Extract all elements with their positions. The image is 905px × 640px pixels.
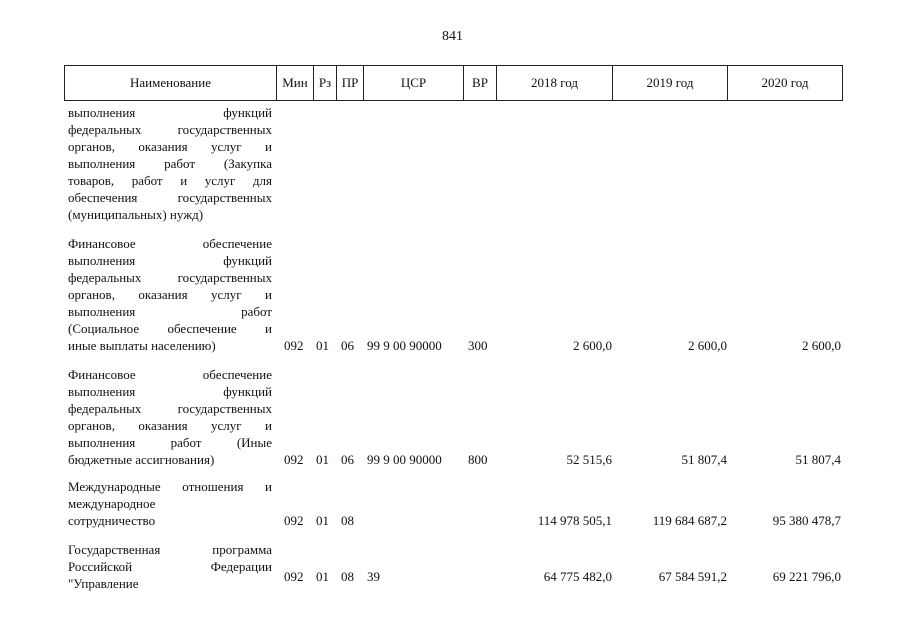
cell-csr: 99 9 00 90000	[367, 338, 442, 353]
row-name-line: (Социальное обеспечение и	[68, 321, 272, 336]
cell-2019: 51 807,4	[681, 452, 727, 467]
cell-pr: 08	[341, 569, 354, 584]
row-name-line: органов, оказания услуг и	[68, 139, 272, 154]
cell-2020: 95 380 478,7	[772, 513, 841, 528]
row-name-line: выполнения работ (Закупка	[68, 156, 272, 171]
cell-rz: 01	[316, 338, 329, 353]
column-header-pr: ПР	[337, 66, 364, 100]
cell-vr: 800	[468, 452, 488, 467]
cell-2018: 64 775 482,0	[543, 569, 612, 584]
row-name-line: федеральных государственных	[68, 270, 272, 285]
row-name	[68, 104, 272, 223]
row-name	[68, 366, 272, 468]
cell-2020: 51 807,4	[795, 452, 841, 467]
cell-pr: 08	[341, 513, 354, 528]
column-header-name: Наименование	[65, 66, 277, 100]
row-name-line: сотрудничество	[68, 513, 156, 528]
cell-min: 092	[284, 338, 304, 353]
row-name-line: выполнения работ	[68, 304, 272, 319]
column-header-vr: ВР	[464, 66, 497, 100]
column-header-2020: 2020 год	[761, 75, 809, 90]
row-name-line: "Управление	[68, 576, 139, 591]
row-name-line: органов, оказания услуг и	[68, 418, 272, 433]
cell-2018: 114 978 505,1	[537, 513, 612, 528]
cell-vr: 300	[468, 338, 488, 353]
cell-2020: 69 221 796,0	[772, 569, 841, 584]
row-name-line: Государственная программа	[68, 542, 272, 557]
row-name-line: Международные отношения и	[68, 479, 272, 494]
column-header-csr: ЦСР	[364, 66, 464, 100]
row-name	[68, 478, 272, 529]
row-name-line: федеральных государственных	[68, 122, 272, 137]
cell-min: 092	[284, 452, 304, 467]
cell-2018: 2 600,0	[573, 338, 612, 353]
row-name-line: выполнения функций	[68, 384, 272, 399]
column-header-2018: 2018 год	[497, 66, 613, 100]
row-name-line: выполнения работ (Иные	[68, 435, 272, 450]
cell-2019: 119 684 687,2	[652, 513, 727, 528]
column-header-2019: 2019 год	[613, 66, 728, 100]
cell-2018: 52 515,6	[566, 452, 612, 467]
page-number: 841	[442, 29, 463, 44]
cell-csr: 99 9 00 90000	[367, 452, 442, 467]
row-name-line: (муниципальных) нужд)	[68, 207, 204, 222]
row-name-line: товаров, работ и услуг для	[68, 173, 272, 188]
row-name-line: Российской Федерации	[68, 559, 272, 574]
row-name	[68, 541, 272, 592]
column-header-rz: Рз	[314, 66, 337, 100]
table-header	[64, 65, 843, 101]
row-name-line: выполнения функций	[68, 105, 272, 120]
row-name-line: бюджетные ассигнования)	[68, 452, 215, 467]
cell-2019: 67 584 591,2	[658, 569, 727, 584]
row-name-line: выполнения функций	[68, 253, 272, 268]
row-name-line: Финансовое обеспечение	[68, 236, 272, 251]
cell-pr: 06	[341, 452, 354, 467]
cell-rz: 01	[316, 569, 329, 584]
row-name-line: органов, оказания услуг и	[68, 287, 272, 302]
row-name-line: иные выплаты населению)	[68, 338, 216, 353]
cell-rz: 01	[316, 452, 329, 467]
cell-csr: 39	[367, 569, 380, 584]
cell-min: 092	[284, 569, 304, 584]
row-name-line: федеральных государственных	[68, 401, 272, 416]
column-header-min: Мин	[277, 66, 314, 100]
row-name	[68, 235, 272, 354]
row-name-line: Финансовое обеспечение	[68, 367, 272, 382]
cell-min: 092	[284, 513, 304, 528]
cell-rz: 01	[316, 513, 329, 528]
row-name-line: международное	[68, 496, 156, 511]
cell-pr: 06	[341, 338, 354, 353]
cell-2019: 2 600,0	[688, 338, 727, 353]
row-name-line: обеспечения государственных	[68, 190, 272, 205]
cell-2020: 2 600,0	[802, 338, 841, 353]
